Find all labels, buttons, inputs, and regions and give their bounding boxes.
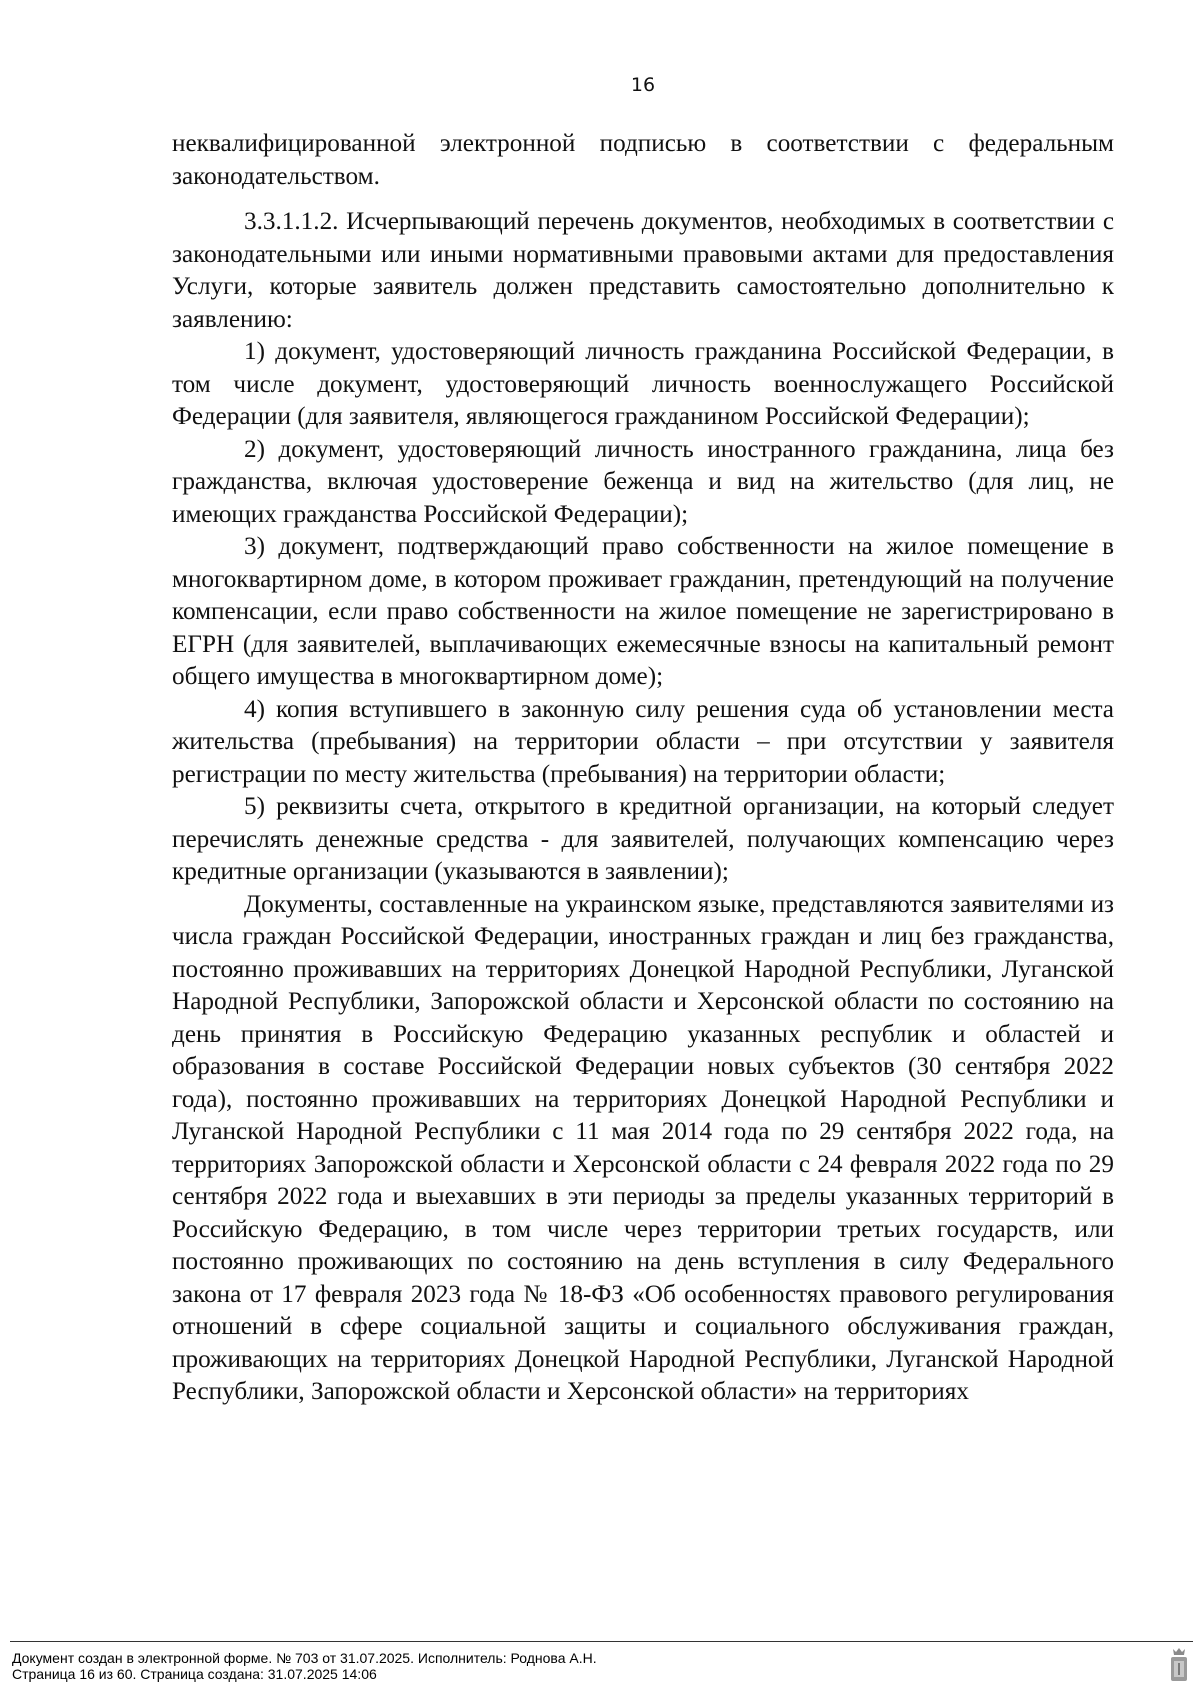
list-item-1: 1) документ, удостоверяющий личность гражданина Российской Федерации, в том числе документ, удостоверяющий личность военнослужащего Российской Федерации (для заявителя, являющегося гражданином Российской Федерации);: [172, 338, 1114, 430]
document-body: [172, 128, 1114, 1409]
list-item-5: 5) реквизиты счета, открытого в кредитной организации, на который следует перечислять денежные средства - для заявителей, получающих компенсацию через кредитные организации (указываются в заявлении);: [172, 793, 1114, 885]
footer-divider: [10, 1641, 1193, 1642]
document-footer: [0, 1641, 1200, 1698]
paragraph-section-heading: 3.3.1.1.2. Исчерпывающий перечень документов, необходимых в соответствии с законодательными или иными нормативными правовыми актами для предоставления Услуги, которые заявитель должен представить самостоятельно дополнительно к заявлению:: [172, 208, 1114, 333]
list-item-4: 4) копия вступившего в законную силу решения суда об установлении места жительства (пребывания) на территории области – при отсутствии у заявителя регистрации по месту жительства (пребывания) на территории области;: [172, 695, 1114, 788]
page-number: 16: [630, 74, 656, 96]
emblem-icon: [1168, 1647, 1190, 1685]
list-item-2: 2) документ, удостоверяющий личность иностранного гражданина, лица без гражданства, включая удостоверение беженца и вид на жительство (для лиц, не имеющих гражданства Российской Федерации);: [172, 435, 1114, 528]
footer-text: [12, 1650, 597, 1682]
footer-line-1: Документ создан в электронной форме. № 703 от 31.07.2025. Исполнитель: Роднова А.Н.: [12, 1650, 597, 1666]
list-item-3: 3) документ, подтверждающий право собственности на жилое помещение в многоквартирном доме, в котором проживает гражданин, претендующий на получение компенсации, если право собственности на жилое помещение не зарегистрировано в ЕГРН (для заявителей, выплачивающих ежемесячные взносы на капитальный ремонт общего имущества в многоквартирном доме);: [172, 533, 1114, 690]
footer-line-2: Страница 16 из 60. Страница создана: 31.07.2025 14:06: [12, 1666, 377, 1682]
paragraph-ukrainian-documents: Документы, составленные на украинском языке, представляются заявителями из числа граждан Российской Федерации, иностранных граждан и лиц без гражданства, постоянно проживавших на территориях Донецкой Народной Республики, Луганской Народной Республики, Запорожской области и Херсонской области по состоянию на день принятия в Российскую Федерацию указанных республик и областей и образования в составе Российской Федерации новых субъектов (30 сентября 2022 года), постоянно проживавших на территориях Донецкой Народной Республики и Луганской Народной Республики с 11 мая 2014 года по 29 сентября 2022 года, на территориях Запорожской области и Херсонской области с 24 февраля 2022 года по 29 сентября 2022 года и выехавших в эти периоды за пределы указанных территорий в Российскую Федерацию, в том числе через территории третьих государств, или постоянно проживающих по состоянию на день вступления в силу Федерального закона от 17 февраля 2023 года № 18-ФЗ «Об особенностях правового регулирования отношений в сфере социальной защиты и социального обслуживания граждан, проживающих на территориях Донецкой Народной Республики, Луганской Народной Республики, Запорожской области и Херсонской области» на территориях: [172, 890, 1114, 1405]
paragraph-continuation: неквалифицированной электронной подписью в соответствии с федеральным законодательством.: [172, 130, 1114, 190]
